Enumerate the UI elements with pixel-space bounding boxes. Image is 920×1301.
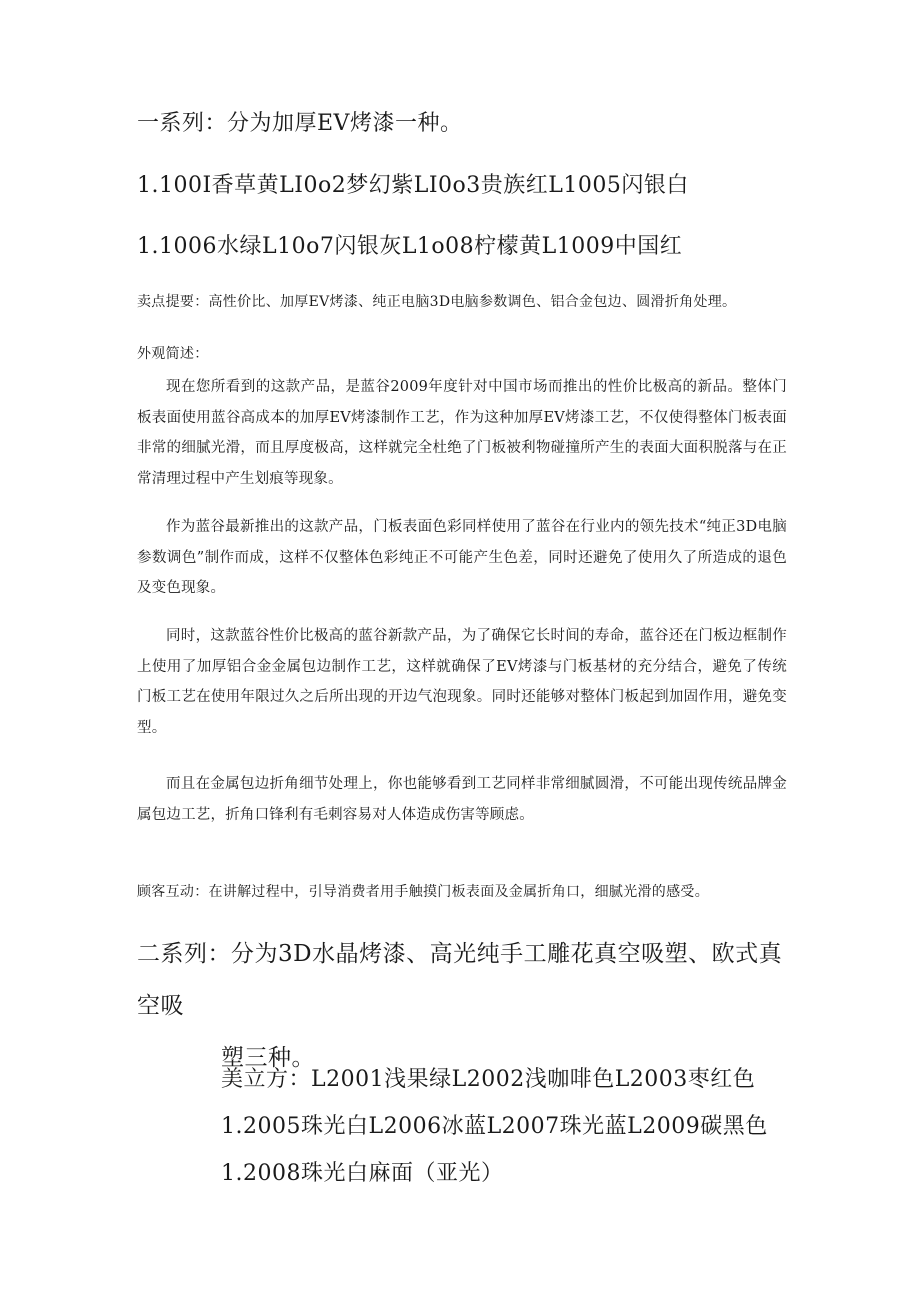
series2-colors-line-1: 1.2005珠光白L2006冰蓝L2007珠光蓝L2009碳黑色 [221, 1114, 768, 1139]
series1-colors-line-2: 1.1006水绿L10o7闪银灰L1o08柠檬黄L1009中国红 [137, 234, 683, 259]
appearance-label: 外观简述： [137, 346, 209, 362]
appearance-paragraph-1: 现在您所看到的这款产品，是蓝谷2009年度针对中国市场而推出的性价比极高的新品。整体门板表面使用蓝谷高成本的加厚EV烤漆制作工艺，作为这种加厚EV烤漆工艺，不仅使得整体门板表面非常的细腻光滑，而且厚度极高，这样就完全杜绝了门板被利物碰撞所产生的表面大面积脱落与在正常清理过程中产生划痕等现象。 [137, 379, 787, 487]
series1-heading: 一系列：分为加厚EV烤漆一种。 [137, 111, 463, 136]
series1-colors-line-1: 1.100I香草黄LI0o2梦幻紫LI0o3贵族红L1005闪银白 [137, 173, 689, 198]
series2-heading [137, 928, 797, 1084]
meilifang-colors: 美立方：L2001浅果绿L2002浅咖啡色L2003枣红色 [221, 1067, 756, 1092]
selling-points: 卖点提要：高性价比、加厚EV烤漆、纯正电脑3D电脑参数调色、铝合金包边、圆滑折角处理。 [137, 294, 737, 310]
series2-heading-part-1: 二系列：分为3D水晶烤漆、高光纯手工雕花真空吸塑、欧式真空吸 [137, 941, 783, 1019]
customer-interaction: 顾客互动：在讲解过程中，引导消费者用手触摸门板表面及金属折角口，细腻光滑的感受。 [137, 884, 709, 900]
appearance-paragraph-4: 而且在金属包边折角细节处理上，你也能够看到工艺同样非常细腻圆滑，不可能出现传统品牌金属包边工艺，折角口锋利有毛刺容易对人体造成伤害等顾虑。 [137, 776, 787, 823]
series2-heading-part-2: 塑三种。 [221, 1045, 315, 1071]
appearance-paragraph-3: 同时，这款蓝谷性价比极高的蓝谷新款产品，为了确保它长时间的寿命，蓝谷还在门板边框制作上使用了加厚铝合金金属包边制作工艺，这样就确保了EV烤漆与门板基材的充分结合，避免了传统门板工艺在使用年限过久之后所出现的开边气泡现象。同时还能够对整体门板起到加固作用，避免变型。 [137, 628, 787, 736]
series2-colors-line-2: 1.2008珠光白麻面（亚光） [221, 1161, 504, 1186]
appearance-paragraph-2: 作为蓝谷最新推出的这款产品，门板表面色彩同样使用了蓝谷在行业内的领先技术“纯正3D电脑参数调色”制作而成，这样不仅整体色彩纯正不可能产生色差，同时还避免了使用久了所造成的退色及变色现象。 [137, 519, 787, 596]
